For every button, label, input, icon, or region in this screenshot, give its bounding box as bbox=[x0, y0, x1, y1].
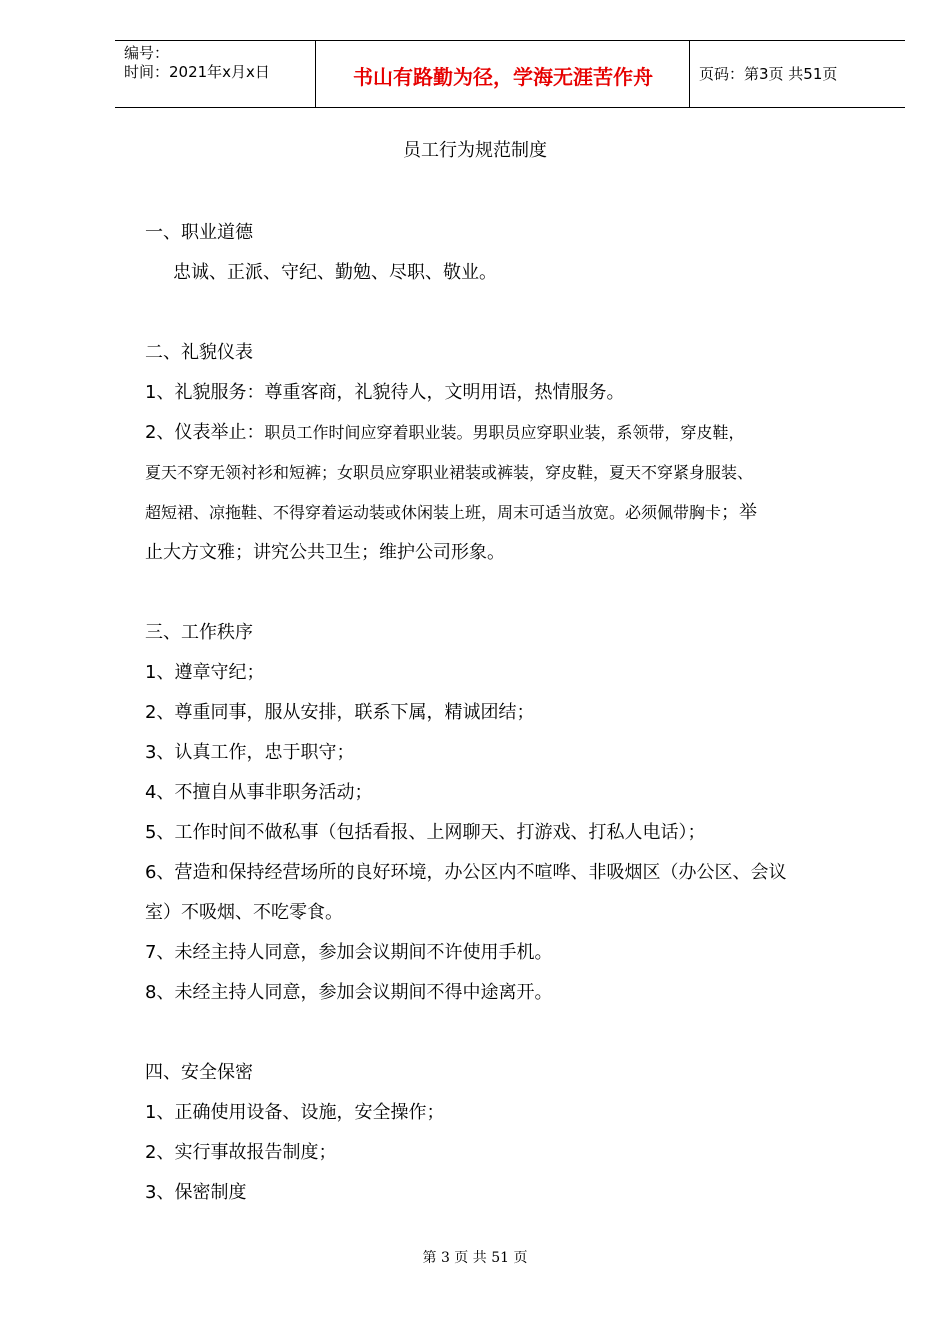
item-text bbox=[145, 493, 885, 533]
section-heading: 二、礼貌仪表 bbox=[145, 342, 253, 363]
item-text: 止大方文雅；讲究公共卫生；维护公司形象。 bbox=[145, 542, 505, 563]
item-text: 夏天不穿无领衬衫和短裤；女职员应穿职业裙装或裤装，穿皮鞋，夏天不穿紧身服装、 bbox=[145, 463, 754, 482]
list-item: 7、未经主持人同意，参加会议期间不许使用手机。 bbox=[145, 942, 553, 963]
section-heading: 三、工作秩序 bbox=[145, 622, 253, 643]
section-paragraph: 忠诚、正派、守纪、勤勉、尽职、敬业。 bbox=[173, 262, 497, 283]
list-item: 4、不擅自从事非职务活动； bbox=[145, 782, 373, 803]
list-item: 2、实行事故报告制度； bbox=[145, 1142, 337, 1163]
list-item: 1、正确使用设备、设施，安全操作； bbox=[145, 1102, 445, 1123]
list-item: 1、遵章守纪； bbox=[145, 662, 265, 683]
header-number: 编号： bbox=[124, 44, 170, 62]
list-item: 8、未经主持人同意，参加会议期间不得中途离开。 bbox=[145, 982, 553, 1003]
list-item bbox=[145, 413, 885, 453]
header-top-rule bbox=[115, 40, 905, 41]
page-footer: 第 3 页 共 51 页 bbox=[422, 1250, 528, 1266]
header-motto: 书山有路勤为径，学海无涯苦作舟 bbox=[353, 64, 653, 89]
list-item: 2、尊重同事，服从安排，联系下属，精诚团结； bbox=[145, 702, 535, 723]
item-text-part: ；举 bbox=[721, 502, 758, 523]
item-lead: 2、仪表举止： bbox=[145, 422, 265, 443]
list-item: 6、营造和保持经营场所的良好环境，办公区内不喧哗、非吸烟区（办公区、会议 bbox=[145, 862, 787, 883]
list-item: 1、礼貌服务：尊重客商，礼貌待人，文明用语，热情服务。 bbox=[145, 382, 625, 403]
item-text: 职员工作时间应穿着职业装。男职员应穿职业装，系领带，穿皮鞋， bbox=[264, 423, 745, 442]
header-page-info: 页码：第3页 共51页 bbox=[699, 65, 838, 83]
header-meta bbox=[124, 44, 270, 82]
list-item: 5、工作时间不做私事（包括看报、上网聊天、打游戏、打私人电话）； bbox=[145, 822, 706, 843]
list-item: 3、认真工作，忠于职守； bbox=[145, 742, 355, 763]
list-item: 3、保密制度 bbox=[145, 1182, 247, 1203]
section-heading: 一、职业道德 bbox=[145, 222, 253, 243]
document-title: 员工行为规范制度 bbox=[403, 140, 547, 161]
item-text-part: 超短裙、凉拖鞋、不得穿着运动装或休闲装上班，周末可适当放宽。必须佩带胸卡 bbox=[145, 503, 722, 522]
list-item-continuation: 室）不吸烟、不吃零食。 bbox=[145, 902, 343, 923]
header-time: 时间：2021年x月x日 bbox=[124, 63, 270, 81]
document-body bbox=[145, 213, 885, 1213]
section-heading: 四、安全保密 bbox=[145, 1062, 253, 1083]
